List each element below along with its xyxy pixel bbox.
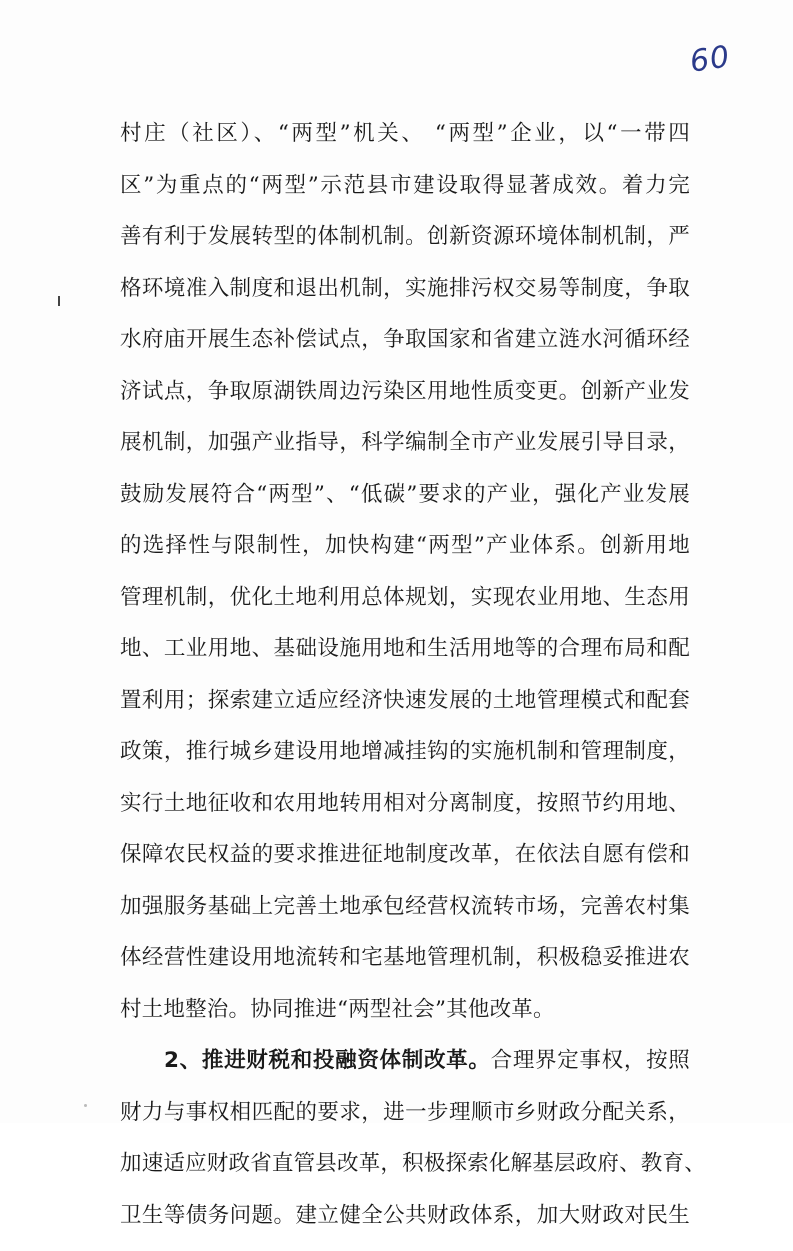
text-line: 加速适应财政省直管县改革，积极探索化解基层政府、教育、 [120, 1151, 706, 1176]
text-line: 善有利于发展转型的体制机制。创新资源环境体制机制，严 [120, 224, 690, 249]
text-line: 鼓励发展符合“两型”、“低碳”要求的产业，强化产业发展 [120, 481, 690, 507]
text-line: 济试点，争取原湖铁周边污染区用地性质变更。创新产业发 [120, 378, 690, 404]
text-line: 村庄（社区）、“两型”机关、 “两型”企业，以“一带四 [120, 121, 690, 146]
scan-speck [84, 1104, 87, 1107]
text-line: 保障农民权益的要求推进征地制度改革，在依法自愿有偿和 [120, 842, 690, 867]
text-line: 的选择性与限制性，加快构建“两型”产业体系。创新用地 [120, 533, 690, 558]
text-line: 财力与事权相匹配的要求，进一步理顺市乡财政分配关系， [120, 1099, 690, 1125]
page-number-text: 60 [687, 39, 733, 80]
text-line: 体经营性建设用地流转和宅基地管理机制，积极稳妥推进农 [120, 945, 690, 970]
margin-mark [58, 296, 60, 306]
text-line: 展机制，加强产业指导，科学编制全市产业发展引导目录， [120, 430, 690, 455]
text-line: 管理机制，优化土地利用总体规划，实现农业用地、生态用 [120, 584, 690, 610]
paragraph-2 [120, 1045, 706, 1231]
paragraph-1 [120, 118, 690, 1025]
heading-line-rest: 合理界定事权，按照 [490, 1048, 690, 1073]
text-line: 水府庙开展生态补偿试点，争取国家和省建立涟水河循环经 [120, 327, 690, 352]
text-line: 村土地整治。协同推进“两型社会”其他改革。 [120, 996, 555, 1022]
text-line: 加强服务基础上完善土地承包经营权流转市场，完善农村集 [120, 893, 690, 919]
text-line: 实行土地征收和农用地转用相对分离制度，按照节约用地、 [120, 790, 690, 816]
text-line [120, 1045, 690, 1076]
text-line: 卫生等债务问题。建立健全公共财政体系，加大财政对民生 [120, 1202, 690, 1228]
text-line: 置利用；探索建立适应经济快速发展的土地管理模式和配套 [120, 687, 690, 713]
text-line: 区”为重点的“两型”示范县市建设取得显著成效。着力完 [120, 172, 690, 198]
body-text [120, 118, 706, 1251]
section-heading: 2、推进财税和投融资体制改革。 [164, 1048, 491, 1073]
text-line: 地、工业用地、基础设施用地和生活用地等的合理布局和配 [120, 636, 690, 661]
handwritten-page-number [687, 39, 750, 82]
text-line: 格环境准入制度和退出机制，实施排污权交易等制度，争取 [120, 275, 690, 301]
text-line: 政策，推行城乡建设用地增减挂钩的实施机制和管理制度， [120, 739, 690, 764]
